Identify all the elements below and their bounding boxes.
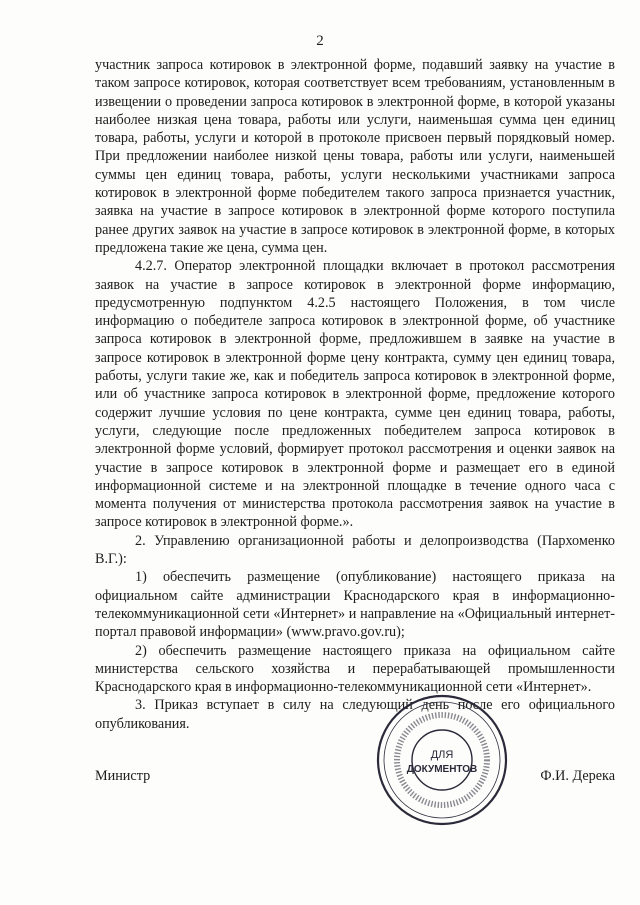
document-seal-stamp <box>372 690 512 830</box>
seal-center-text-line-2: ДОКУМЕНТОВ <box>406 764 478 775</box>
paragraph-item-3: 3. Приказ вступает в силу на следующий день после его официального опубликования. <box>95 697 615 732</box>
document-body <box>95 56 615 733</box>
page-number: 2 <box>316 33 324 49</box>
signatory-name: Ф.И. Дерека <box>540 768 615 784</box>
paragraph-clause-4-2-7: 4.2.7. Оператор электронной площадки включает в протокол рассмотрения заявок на участие в запросе котировок в электронной форме информацию, предусмотренную подпунктом 4.2.5 настоящего Положения, в том числе информацию о победителе запроса котировок в электронной форме, об участнике запроса котировок в электронной форме, предложившем в заявке на участие в запросе котировок в электронной форме цену контракта, сумму цен единиц товара, работы, услуги такие же, как и победитель запроса котировок в электронной форме, или об участнике запроса котировок в электронной форме, предложение которого содержит лучшие условия по цене контракта, сумме цен единиц товара, работы, услуги, следующие после предложенных победителем запроса котировок в электронной форме условий, формирует протокол рассмотрения и оценки заявок на участие в запросе котировок в электронной форме и размещает его в единой информационной системе и на электронной площадке в течение одного часа с момента получения от министерства протокола рассмотрения заявок на участие в запросе котировок в электронной форме.». <box>95 258 615 531</box>
seal-center-text-line-1: ДЛЯ <box>430 749 454 761</box>
signature-block <box>95 768 615 792</box>
paragraph-subitem-1: 1) обеспечить размещение (опубликование) настоящего приказа на официальном сайте администрации Краснодарского края в информационно-телекоммуникационной сети «Интернет» и направление на «Официальный интернет-портал правовой информации» (www.pravo.gov.ru); <box>95 569 615 641</box>
signatory-position: Министр <box>95 768 151 784</box>
paragraph-subitem-2: 2) обеспечить размещение настоящего приказа на официальном сайте министерства сельского хозяйства и перерабатывающей промышленности Краснодарского края в информационно-телекоммуникационной сети «Интернет». <box>95 642 615 696</box>
paragraph-item-2: 2. Управлению организационной работы и делопроизводства (Пархоменко В.Г.): <box>95 532 615 568</box>
paragraph-1: участник запроса котировок в электронной форме, подавший заявку на участие в таком запросе котировок, которая соответствует всем требованиям, установленным в извещении о проведении запроса котировок в электронной форме, в которой указаны наиболее низкая цена товара, работы или услуги, наименьшая сумма цен единиц товара, работы, услуги и которой в протоколе присвоен первый порядковый номер. При предложении наиболее низкой цены товара, работы или услуги, наименьшей суммы цен единиц товара, работы, услуги несколькими участниками запроса котировок в электронной форме победителем такого запроса признается участник, заявка на участие в запросе котировок в электронной форме которого поступила ранее других заявок на участие в запросе котировок в электронной форме, в которых предложена такие же цена, сумма цен. <box>95 57 615 256</box>
